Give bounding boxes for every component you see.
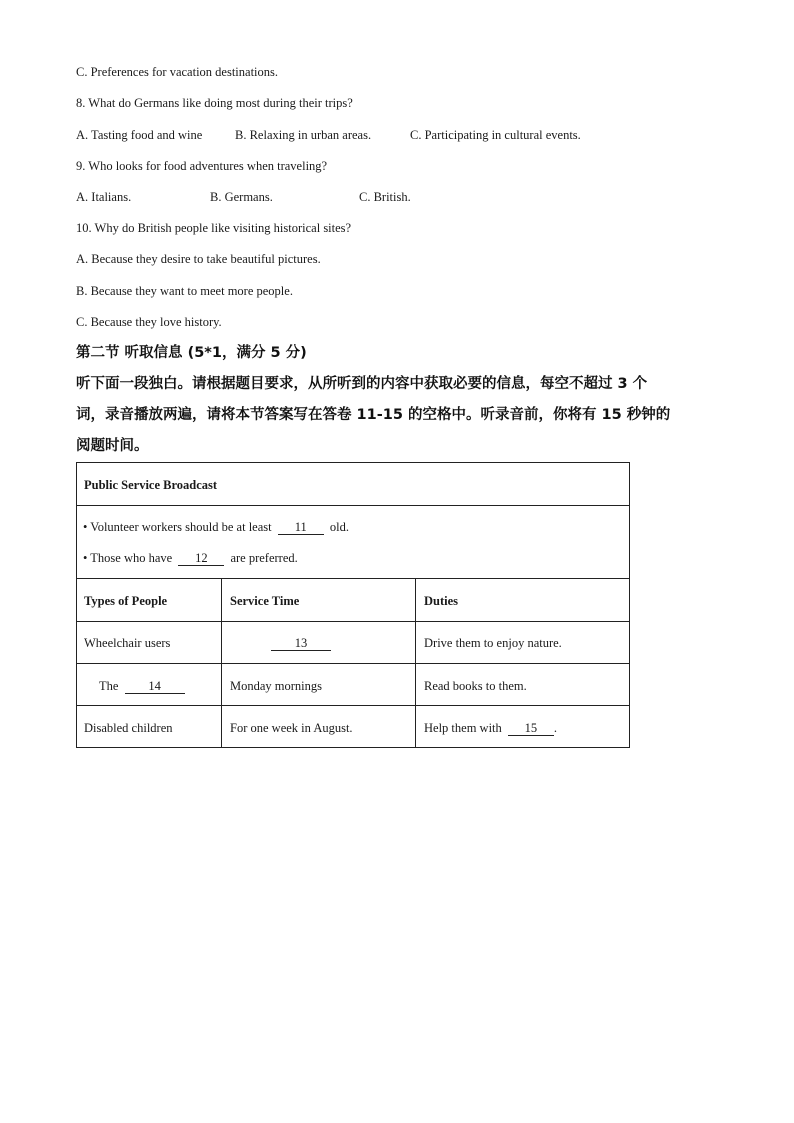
blank-11[interactable]: 11 <box>278 520 324 535</box>
q10-prompt: 10. Why do British people like visiting historical sites? <box>76 221 352 235</box>
bullet-volunteer-age <box>83 519 349 535</box>
header-types-of-people: Types of People <box>84 594 168 608</box>
q8-prompt: 8. What do Germans like doing most during their trips? <box>76 96 353 110</box>
q8-option-b: B. Relaxing in urban areas. <box>235 128 372 142</box>
table-divider <box>77 705 629 706</box>
q9-option-b: B. Germans. <box>210 190 273 204</box>
bullet-1-suffix: old. <box>329 520 349 534</box>
header-service-time: Service Time <box>230 594 300 608</box>
q7-option-c: C. Preferences for vacation destinations. <box>76 65 279 79</box>
table-divider <box>77 578 629 579</box>
blank-13[interactable]: 13 <box>271 636 331 651</box>
row3-duties <box>424 720 557 736</box>
bullet-preferred <box>83 550 298 566</box>
blank-14[interactable]: 14 <box>125 679 185 694</box>
q9-prompt: 9. Who looks for food adventures when traveling? <box>76 159 328 173</box>
table-divider <box>77 505 629 506</box>
row3-people: Disabled children <box>84 721 173 735</box>
table-divider <box>77 621 629 622</box>
row2-people-prefix: The <box>99 679 119 693</box>
broadcast-table <box>76 462 630 748</box>
q10-option-b: B. Because they want to meet more people. <box>76 284 293 298</box>
q8-option-c: C. Participating in cultural events. <box>410 128 581 142</box>
table-title: Public Service Broadcast <box>84 478 218 492</box>
row1-people: Wheelchair users <box>84 636 171 650</box>
section-instruction-line-1: 听下面一段独白。请根据题目要求，从所听到的内容中获取必要的信息，每空不超过 3 个 <box>76 376 648 392</box>
row2-duties: Read books to them. <box>424 679 527 693</box>
row1-time <box>271 635 331 651</box>
row2-time: Monday mornings <box>230 679 323 693</box>
row3-duties-suffix: . <box>553 721 558 735</box>
blank-15[interactable]: 15 <box>508 721 554 736</box>
table-divider <box>77 663 629 664</box>
table-column-divider <box>415 578 416 748</box>
bullet-1-text: • Volunteer workers should be at least <box>83 520 272 534</box>
q8-option-a: A. Tasting food and wine <box>76 128 203 142</box>
q10-option-c: C. Because they love history. <box>76 315 222 329</box>
row3-time: For one week in August. <box>230 721 353 735</box>
section-heading: 第二节 听取信息 (5*1，满分 5 分) <box>76 345 307 361</box>
row3-duties-prefix: Help them with <box>424 721 502 735</box>
section-instruction-line-2: 词，录音播放两遍，请将本节答案写在答卷 11-15 的空格中。听录音前，你将有 15 秒钟的 <box>76 407 671 423</box>
q9-option-a: A. Italians. <box>76 190 132 204</box>
q10-option-a: A. Because they desire to take beautiful pictures. <box>76 252 321 266</box>
row2-people <box>99 678 185 694</box>
blank-12[interactable]: 12 <box>178 551 224 566</box>
header-duties: Duties <box>424 594 459 608</box>
section-instruction-line-3: 阅题时间。 <box>76 438 149 454</box>
bullet-2-text: • Those who have <box>83 551 173 565</box>
bullet-2-suffix: are preferred. <box>230 551 298 565</box>
q9-option-c: C. British. <box>359 190 411 204</box>
row1-duties: Drive them to enjoy nature. <box>424 636 562 650</box>
table-column-divider <box>221 578 222 748</box>
